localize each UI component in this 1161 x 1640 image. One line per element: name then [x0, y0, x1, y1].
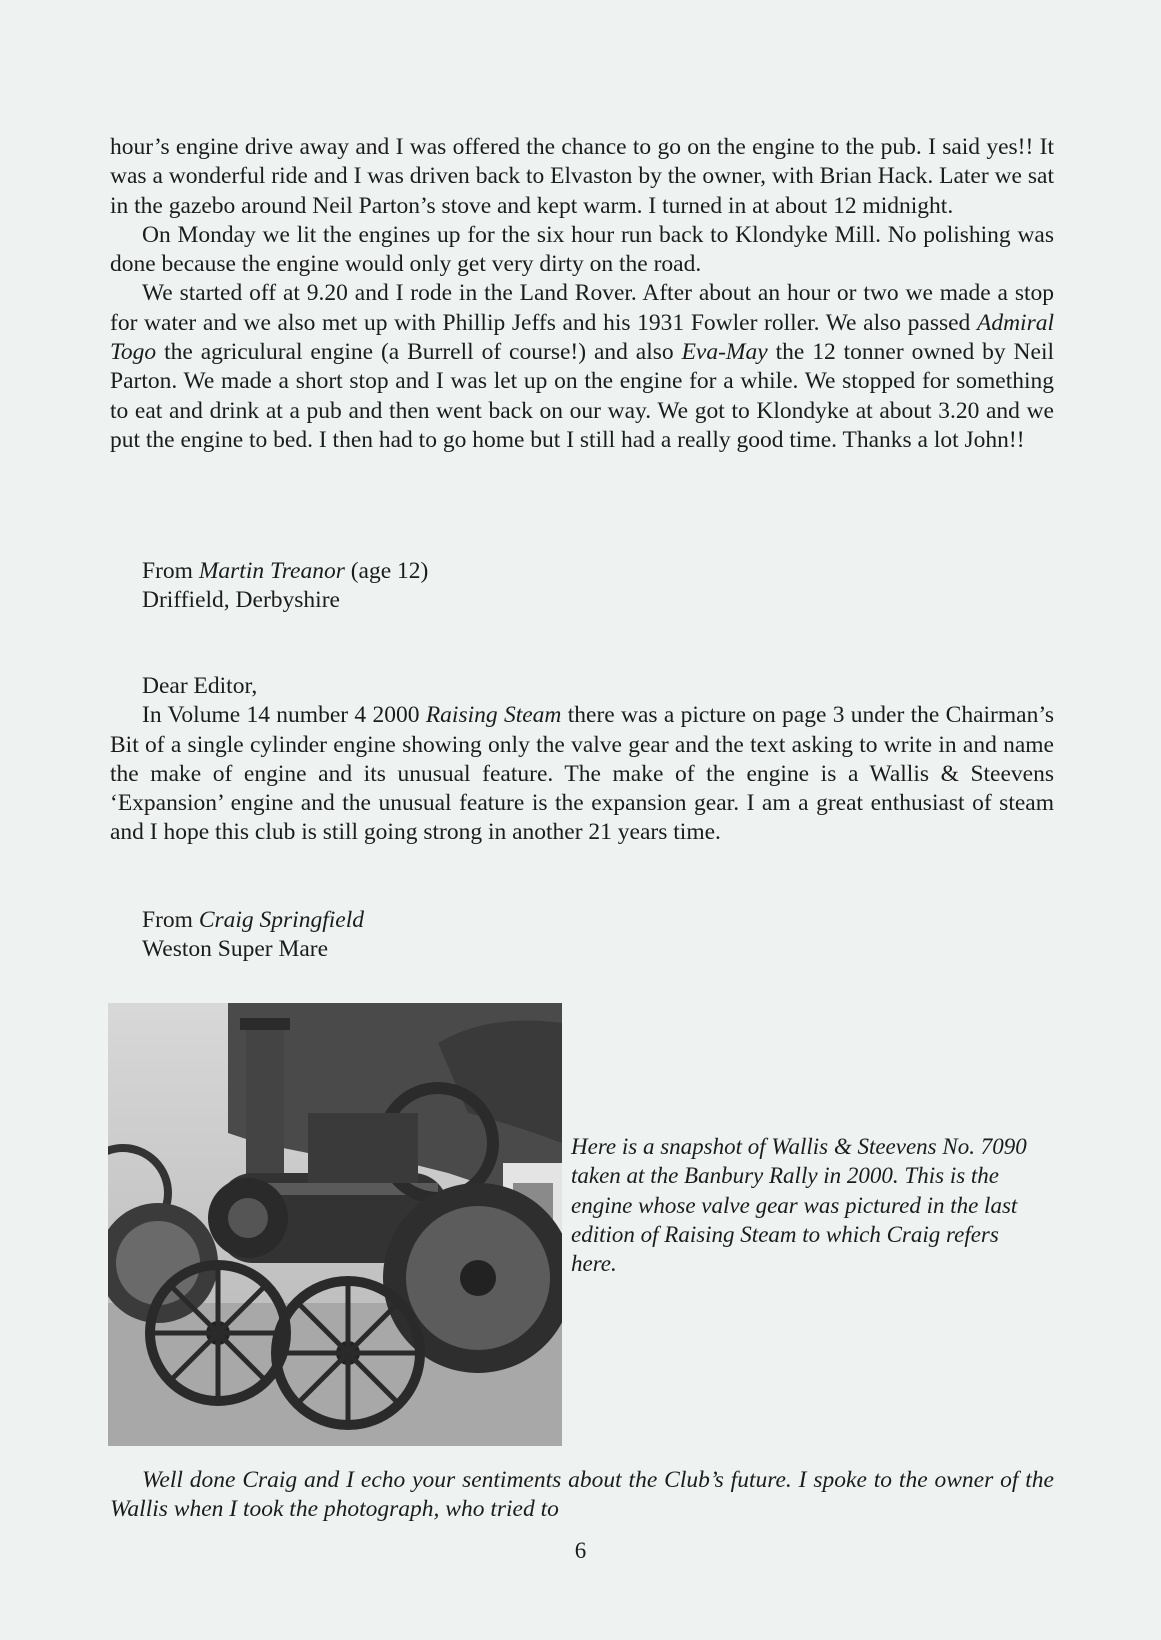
paragraph: On Monday we lit the engines up for the six hour run back to Klondyke Mill. No polishing was done because the engine would only get very dirty on the road.	[110, 221, 1054, 278]
traction-engine-illustration	[108, 1003, 562, 1446]
photo-caption: Here is a snapshot of Wallis & Steevens No. 7090 taken at the Banbury Rally in 2000. This is the engine whose valve gear was pictured in the last edition of Raising Steam to which Craig refers here.	[571, 1134, 1027, 1277]
author-place: Weston Super Mare	[142, 936, 329, 963]
letter-martin-treanor	[110, 133, 1054, 455]
paragraph: hour’s engine drive away and I was offered the chance to go on the engine to the pub. I said yes!! It was a wonderful ride and I was driven back to Elvaston by the owner, with Brian Hack. Later we sat in the gazebo around Neil Parton’s stove and kept warm. I turned in at about 12 midnight.	[110, 134, 1054, 219]
salutation: Dear Editor,	[142, 673, 258, 699]
magazine-title: Raising Steam	[425, 702, 562, 729]
author-name: Martin Treanor	[198, 558, 345, 584]
signature-craig-springfield: From Craig Springfield Weston Super Mare	[110, 906, 710, 965]
paragraph: In Volume 14 number 4 2000 Raising Steam there was a picture on page 3 under the Chairman’s Bit of a single cylinder engine showing only the valve gear and the text asking to write in and name the make of engine and its unusual feature. The make of the engine is a Wallis & Steevens ‘Expansion’ engine and the unusual feature is the expansion gear. I am a great enthusiast of steam and I hope this club is still going strong in another 21 years time.	[110, 702, 1055, 846]
traction-engine-photo	[108, 1003, 562, 1446]
letter-craig-springfield	[110, 672, 1054, 848]
author-name: Craig Springfield	[198, 907, 364, 933]
page-number: 6	[574, 1538, 587, 1563]
editor-note	[110, 1466, 1054, 1525]
paragraph: We started off at 9.20 and I rode in the Land Rover. After about an hour or two we made a stop for water and we also met up with Phillip Jeffs and his 1931 Fowler roller. We also passed Admiral Togo the agriculural engine (a Burrell of course!) and also Eva-May the 12 tonner owned by Neil Parton. We made a short stop and I was let up on the engine for a while. We stopped for something to eat and drink at a pub and then went back on our way. We got to Klondyke at about 3.20 and we put the engine to bed. I then had to go home but I still had a really good time. Thanks a lot John!!	[110, 280, 1054, 453]
paragraph: Well done Craig and I echo your sentiments about the Club’s future. I spoke to the owner of the Wallis when I took the photograph, who tried to	[110, 1467, 1054, 1523]
author-place: Driffield, Derbyshire	[142, 587, 340, 614]
engine-name: Eva-May	[681, 339, 768, 366]
engine-name: Admiral Togo	[110, 309, 1054, 366]
signature-martin-treanor: From Martin Treanor (age 12) Driffield, Derbyshire	[110, 557, 710, 616]
